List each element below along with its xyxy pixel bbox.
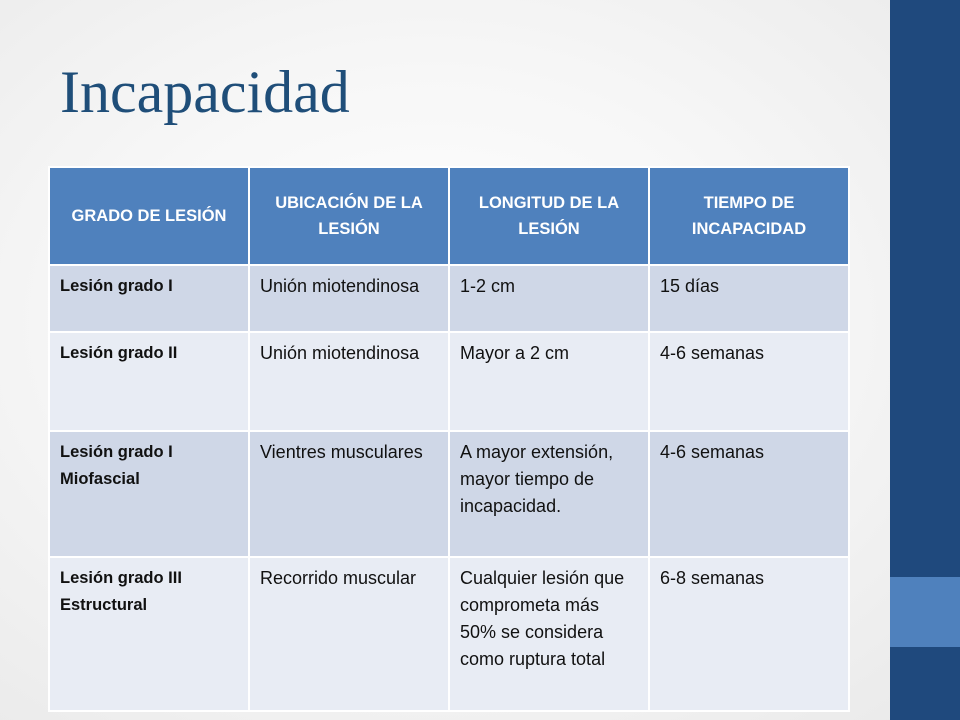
cell-grade: Lesión grado III Estructural [49, 557, 249, 711]
cell-location: Vientres musculares [249, 431, 449, 557]
table-row [49, 431, 849, 557]
header-tiempo: TIEMPO DE INCAPACIDAD [649, 167, 849, 265]
cell-grade: Lesión grado I [49, 265, 249, 332]
cell-length: Cualquier lesión que comprometa más 50% se considera como ruptura total [449, 557, 649, 711]
cell-length: 1-2 cm [449, 265, 649, 332]
table-row [49, 557, 849, 711]
cell-location: Recorrido muscular [249, 557, 449, 711]
cell-location: Unión miotendinosa [249, 332, 449, 431]
cell-grade: Lesión grado I Miofascial [49, 431, 249, 557]
table-row [49, 265, 849, 332]
cell-time: 15 días [649, 265, 849, 332]
cell-time: 4-6 semanas [649, 431, 849, 557]
header-longitud: LONGITUD DE LA LESIÓN [449, 167, 649, 265]
injury-table [48, 166, 850, 712]
cell-location: Unión miotendinosa [249, 265, 449, 332]
cell-length: A mayor extensión, mayor tiempo de incapacidad. [449, 431, 649, 557]
cell-time: 4-6 semanas [649, 332, 849, 431]
cell-grade: Lesión grado II [49, 332, 249, 431]
cell-length: Mayor a 2 cm [449, 332, 649, 431]
cell-time: 6-8 semanas [649, 557, 849, 711]
table-row [49, 332, 849, 431]
side-accent [890, 577, 960, 647]
slide-title: Incapacidad [60, 59, 350, 125]
header-ubicacion: UBICACIÓN DE LA LESIÓN [249, 167, 449, 265]
header-grado: GRADO DE LESIÓN [49, 167, 249, 265]
table-header-row [49, 167, 849, 265]
